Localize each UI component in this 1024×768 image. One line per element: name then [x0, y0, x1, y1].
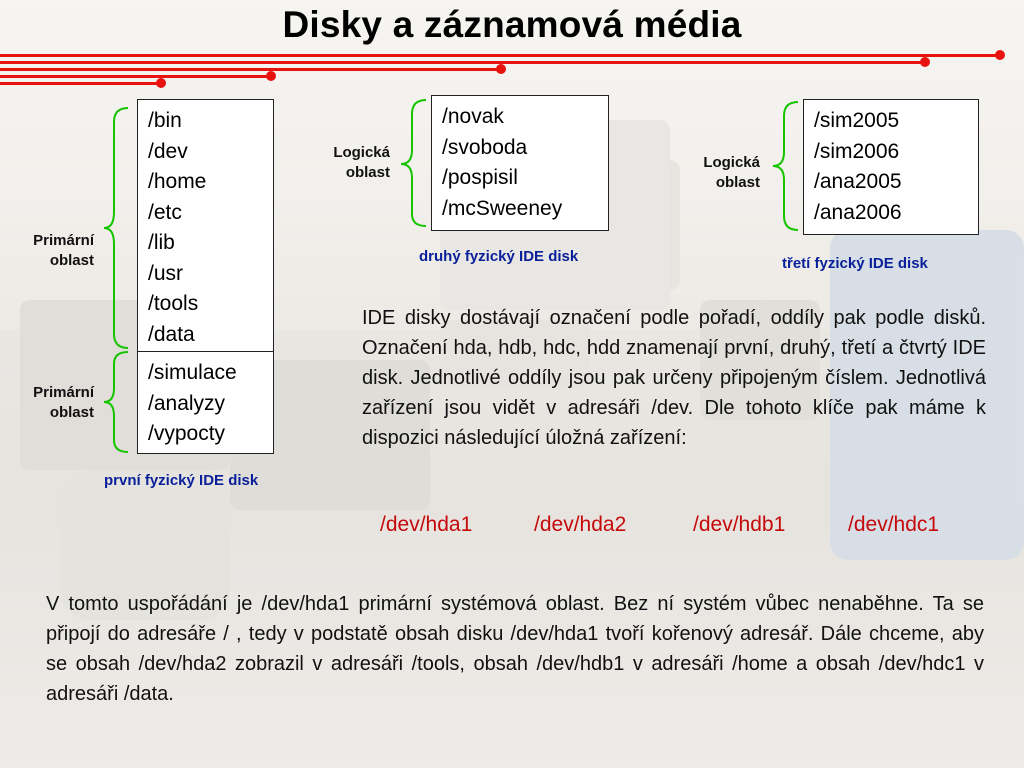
dir-entry: /etc	[148, 200, 182, 224]
disk1-partition1-label: Primární oblast	[33, 232, 94, 269]
page-title: Disky a záznamová média	[282, 4, 742, 45]
dir-entry: /lib	[148, 231, 175, 254]
dir-entry: /usr	[148, 261, 184, 285]
dir-entry: /bin	[148, 109, 182, 132]
disk3-box	[803, 99, 979, 235]
disk2-caption: druhý fyzický IDE disk	[419, 248, 579, 265]
mount-layout-paragraph: V tomto uspořádání je /dev/hda1 primární systémová oblast. Bez ní systém vůbec nenaběhne. Ta se připojí do adresáře / , tedy v podstatě obsah disku /dev/hda1 tvoří kořenový adresář. Dále chceme, aby se obsah /dev/hda2 zobrazil v adresáři /tools, obsah /dev/hdb1 v adresáři /home a obsah /dev/hdc1 v adresáři /data.	[46, 593, 984, 705]
dir-entry: /data	[148, 322, 195, 346]
dir-entry: /tools	[148, 292, 199, 315]
disk1-partition1-box	[137, 99, 274, 352]
device-hda1: /dev/hda1	[380, 513, 473, 536]
disk3-caption: třetí fyzický IDE disk	[782, 255, 928, 272]
dir-entry: /analyzy	[148, 391, 226, 415]
dir-entry: /ana2006	[814, 200, 902, 224]
disk1-caption: první fyzický IDE disk	[104, 472, 259, 489]
disk1-partition2-label: Primární oblast	[33, 384, 94, 421]
dir-entry: /ana2005	[814, 170, 902, 193]
device-hda2: /dev/hda2	[534, 513, 627, 536]
dir-entry: /novak	[442, 105, 504, 128]
disk3-partition-brace	[770, 100, 802, 240]
dir-entry: /vypocty	[148, 422, 226, 445]
disk1-partition1-brace	[102, 104, 134, 354]
disk2-partition-brace	[398, 96, 430, 236]
ide-naming-paragraph: IDE disky dostávají označení podle pořadí, oddíly pak podle disků. Označení hda, hdb, hdc, hdd znamenají první, druhý, třetí a čtvrtý IDE disk. Jednotlivé oddíly jsou pak určeny připojeným číslem. Jednotlivá zařízení jsou vidět v adresáři /dev. Dle tohoto klíče pak máme k dispozici následující úložná zařízení:	[362, 307, 986, 449]
dir-entry: /sim2005	[814, 109, 900, 132]
dir-entry: /home	[148, 170, 207, 193]
disk2-partition-label: Logická oblast	[333, 144, 390, 181]
dir-entry: /dev	[148, 139, 188, 163]
disk1-partition2-brace	[102, 350, 134, 460]
dir-entry: /svoboda	[442, 135, 528, 159]
dir-entry: /mcSweeney	[442, 196, 563, 220]
dir-entry: /pospisil	[442, 166, 518, 189]
disk3-partition-label: Logická oblast	[703, 154, 760, 191]
device-hdb1: /dev/hdb1	[693, 513, 786, 536]
disk1-partition2-box	[137, 351, 274, 454]
disk2-box	[431, 95, 609, 231]
device-hdc1: /dev/hdc1	[848, 513, 940, 536]
dir-entry: /sim2006	[814, 139, 900, 163]
dir-entry: /simulace	[148, 361, 237, 384]
